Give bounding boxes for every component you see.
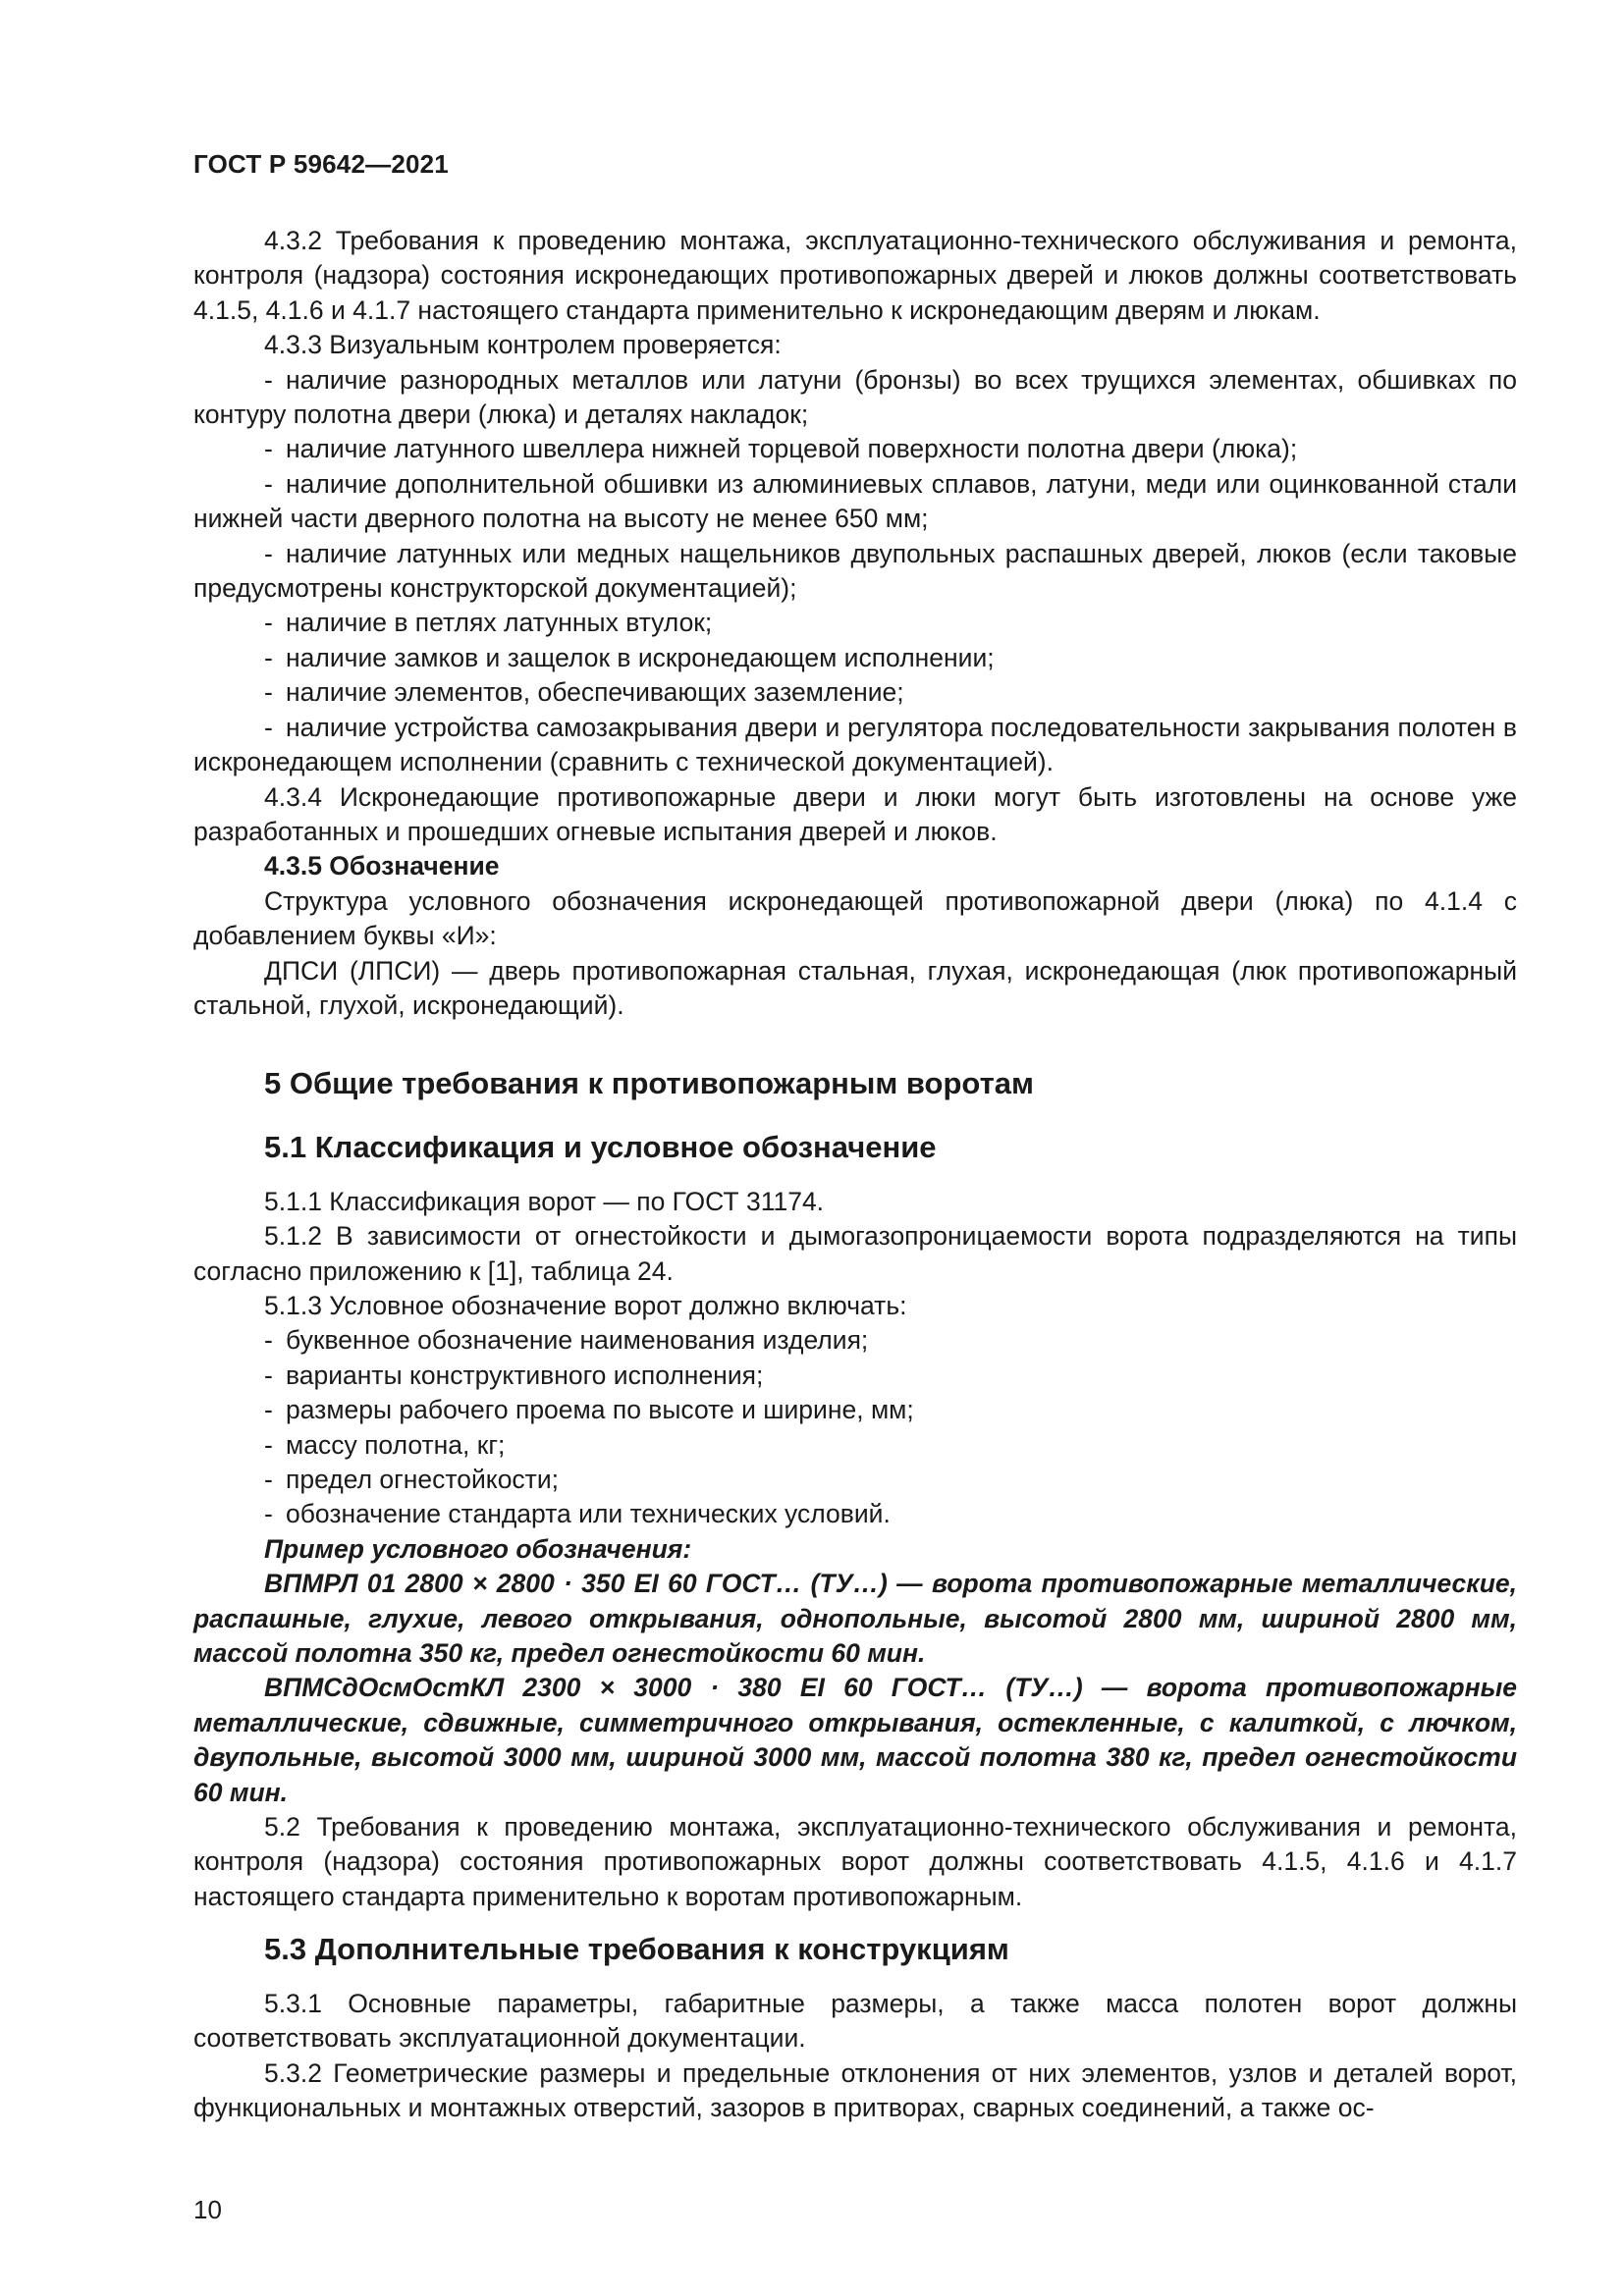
list-item: - наличие разнородных металлов или латуни (бронзы) во всех трущихся элементах, обшивках по контуру полотна двери (люка) и деталях накладок; xyxy=(193,364,1517,430)
list-item: - размеры рабочего проема по высоте и ширине, мм; xyxy=(264,1395,914,1425)
list-item: - наличие дополнительной обшивки из алюминиевых сплавов, латуни, меди или оцинкованной стали нижней части дверного полотна на высоту не менее 650 мм; xyxy=(193,468,1517,534)
clause-5-1-2: 5.1.2 В зависимости от огнестойкости и дымогазопроницаемости ворота подразделяются на типы согласно приложению к [1], таблица 24. xyxy=(193,1221,1517,1286)
list-item: - наличие в петлях латунных втулок; xyxy=(264,608,713,638)
list-item: - наличие замков и защелок в искронедающем исполнении; xyxy=(264,642,995,672)
clause-5-3-1: 5.3.1 Основные параметры, габаритные размеры, а также масса полотен ворот должны соответствовать эксплуатационной документации. xyxy=(193,1988,1517,2054)
list-item: - обозначение стандарта или технических условий. xyxy=(264,1499,891,1529)
clause-5-3-2: 5.3.2 Геометрические размеры и предельные отклонения от них элементов, узлов и деталей ворот, функциональных и монтажных отверстий, зазоров в притворах, сварных соединений, а также ос- xyxy=(193,2057,1517,2122)
document-header: ГОСТ Р 59642—2021 xyxy=(193,149,449,179)
clause-4-3-5-title: 4.3.5 Обозначение xyxy=(264,851,500,881)
list-item: - предел огнестойкости; xyxy=(264,1465,559,1494)
list-item: - наличие латунных или медных нащельников двупольных распашных дверей, люков (если таковые предусмотрены конструкторской документацией); xyxy=(193,538,1517,604)
list-item: - варианты конструктивного исполнения; xyxy=(264,1360,764,1390)
list-item: - массу полотна, кг; xyxy=(264,1429,506,1460)
clause-5-1-1: 5.1.1 Классификация ворот — по ГОСТ 31174. xyxy=(264,1186,825,1216)
clause-4-3-3: 4.3.3 Визуальным контролем проверяется: xyxy=(264,330,782,360)
list-item: - наличие латунного швеллера нижней торцевой поверхности полотна двери (люка); xyxy=(264,434,1298,464)
clause-5-2: 5.2 Требования к проведению монтажа, эксплуатационно-технического обслуживания и ремонта, контроля (надзора) состояния противопожарных ворот должны соответствовать 4.1.5, 4.1.6 и 4.1.7 настоящего стандарта применительно к воротам противопожарным. xyxy=(193,1812,1517,1911)
example-title: Пример условного обозначения: xyxy=(264,1533,692,1564)
page-content xyxy=(193,224,1517,2125)
clause-4-3-2: 4.3.2 Требования к проведению монтажа, эксплуатационно-технического обслуживания и ремонта, контроля (надзора) состояния искронедающих противопожарных дверей и люков должны соответствовать 4.1.5, 4.1.6 и 4.1.7 настоящего стандарта применительно к искронедающим дверям и люкам. xyxy=(193,226,1517,325)
clause-5-1-3: 5.1.3 Условное обозначение ворот должно включать: xyxy=(264,1290,907,1320)
clause-4-3-4: 4.3.4 Искронедающие противопожарные двери и люки могут быть изготовлены на основе уже разработанных и прошедших огневые испытания дверей и люков. xyxy=(193,781,1517,846)
list-item: - буквенное обозначение наименования изделия; xyxy=(264,1325,869,1356)
section-5-heading: 5 Общие требования к противопожарным воротам xyxy=(264,1066,1034,1101)
page-number: 10 xyxy=(193,2195,222,2224)
subsection-5-1-heading: 5.1 Классификация и условное обозначение xyxy=(264,1130,937,1165)
list-item: - наличие элементов, обеспечивающих заземление; xyxy=(264,677,904,708)
example-designation-2: ВПМСдОсмОстКЛ 2300 × 3000 · 380 EI 60 ГОСТ… (ТУ…) — ворота противопожарные металлические, сдвижные, симметричного открывания, остекленные, с калиткой, с лючком, двупольные, высотой 3000 мм, шириной 3000 мм, массой полотна 380 кг, предел огнестойкости 60 мин. xyxy=(193,1673,1517,1807)
clause-4-3-5-text: Структура условного обозначения искронедающей противопожарной двери (люка) по 4.1.4 с добавлением буквы «И»: xyxy=(193,885,1517,951)
subsection-5-3-heading: 5.3 Дополнительные требования к конструкциям xyxy=(264,1932,1009,1967)
clause-4-3-5-designation: ДПСИ (ЛПСИ) — дверь противопожарная стальная, глухая, искронедающая (люк противопожарный стальной, глухой, искронедающий). xyxy=(193,955,1517,1020)
list-item: - наличие устройства самозакрывания двери и регулятора последовательности закрывания полотен в искронедающем исполнении (сравнить с технической документацией). xyxy=(193,712,1517,777)
example-designation-1: ВПМРЛ 01 2800 × 2800 · 350 EI 60 ГОСТ… (ТУ…) — ворота противопожарные металлические, распашные, глухие, левого открывания, однопольные, высотой 2800 мм, шириной 2800 мм, массой полотна 350 кг, предел огнестойкости 60 мин. xyxy=(193,1569,1517,1669)
